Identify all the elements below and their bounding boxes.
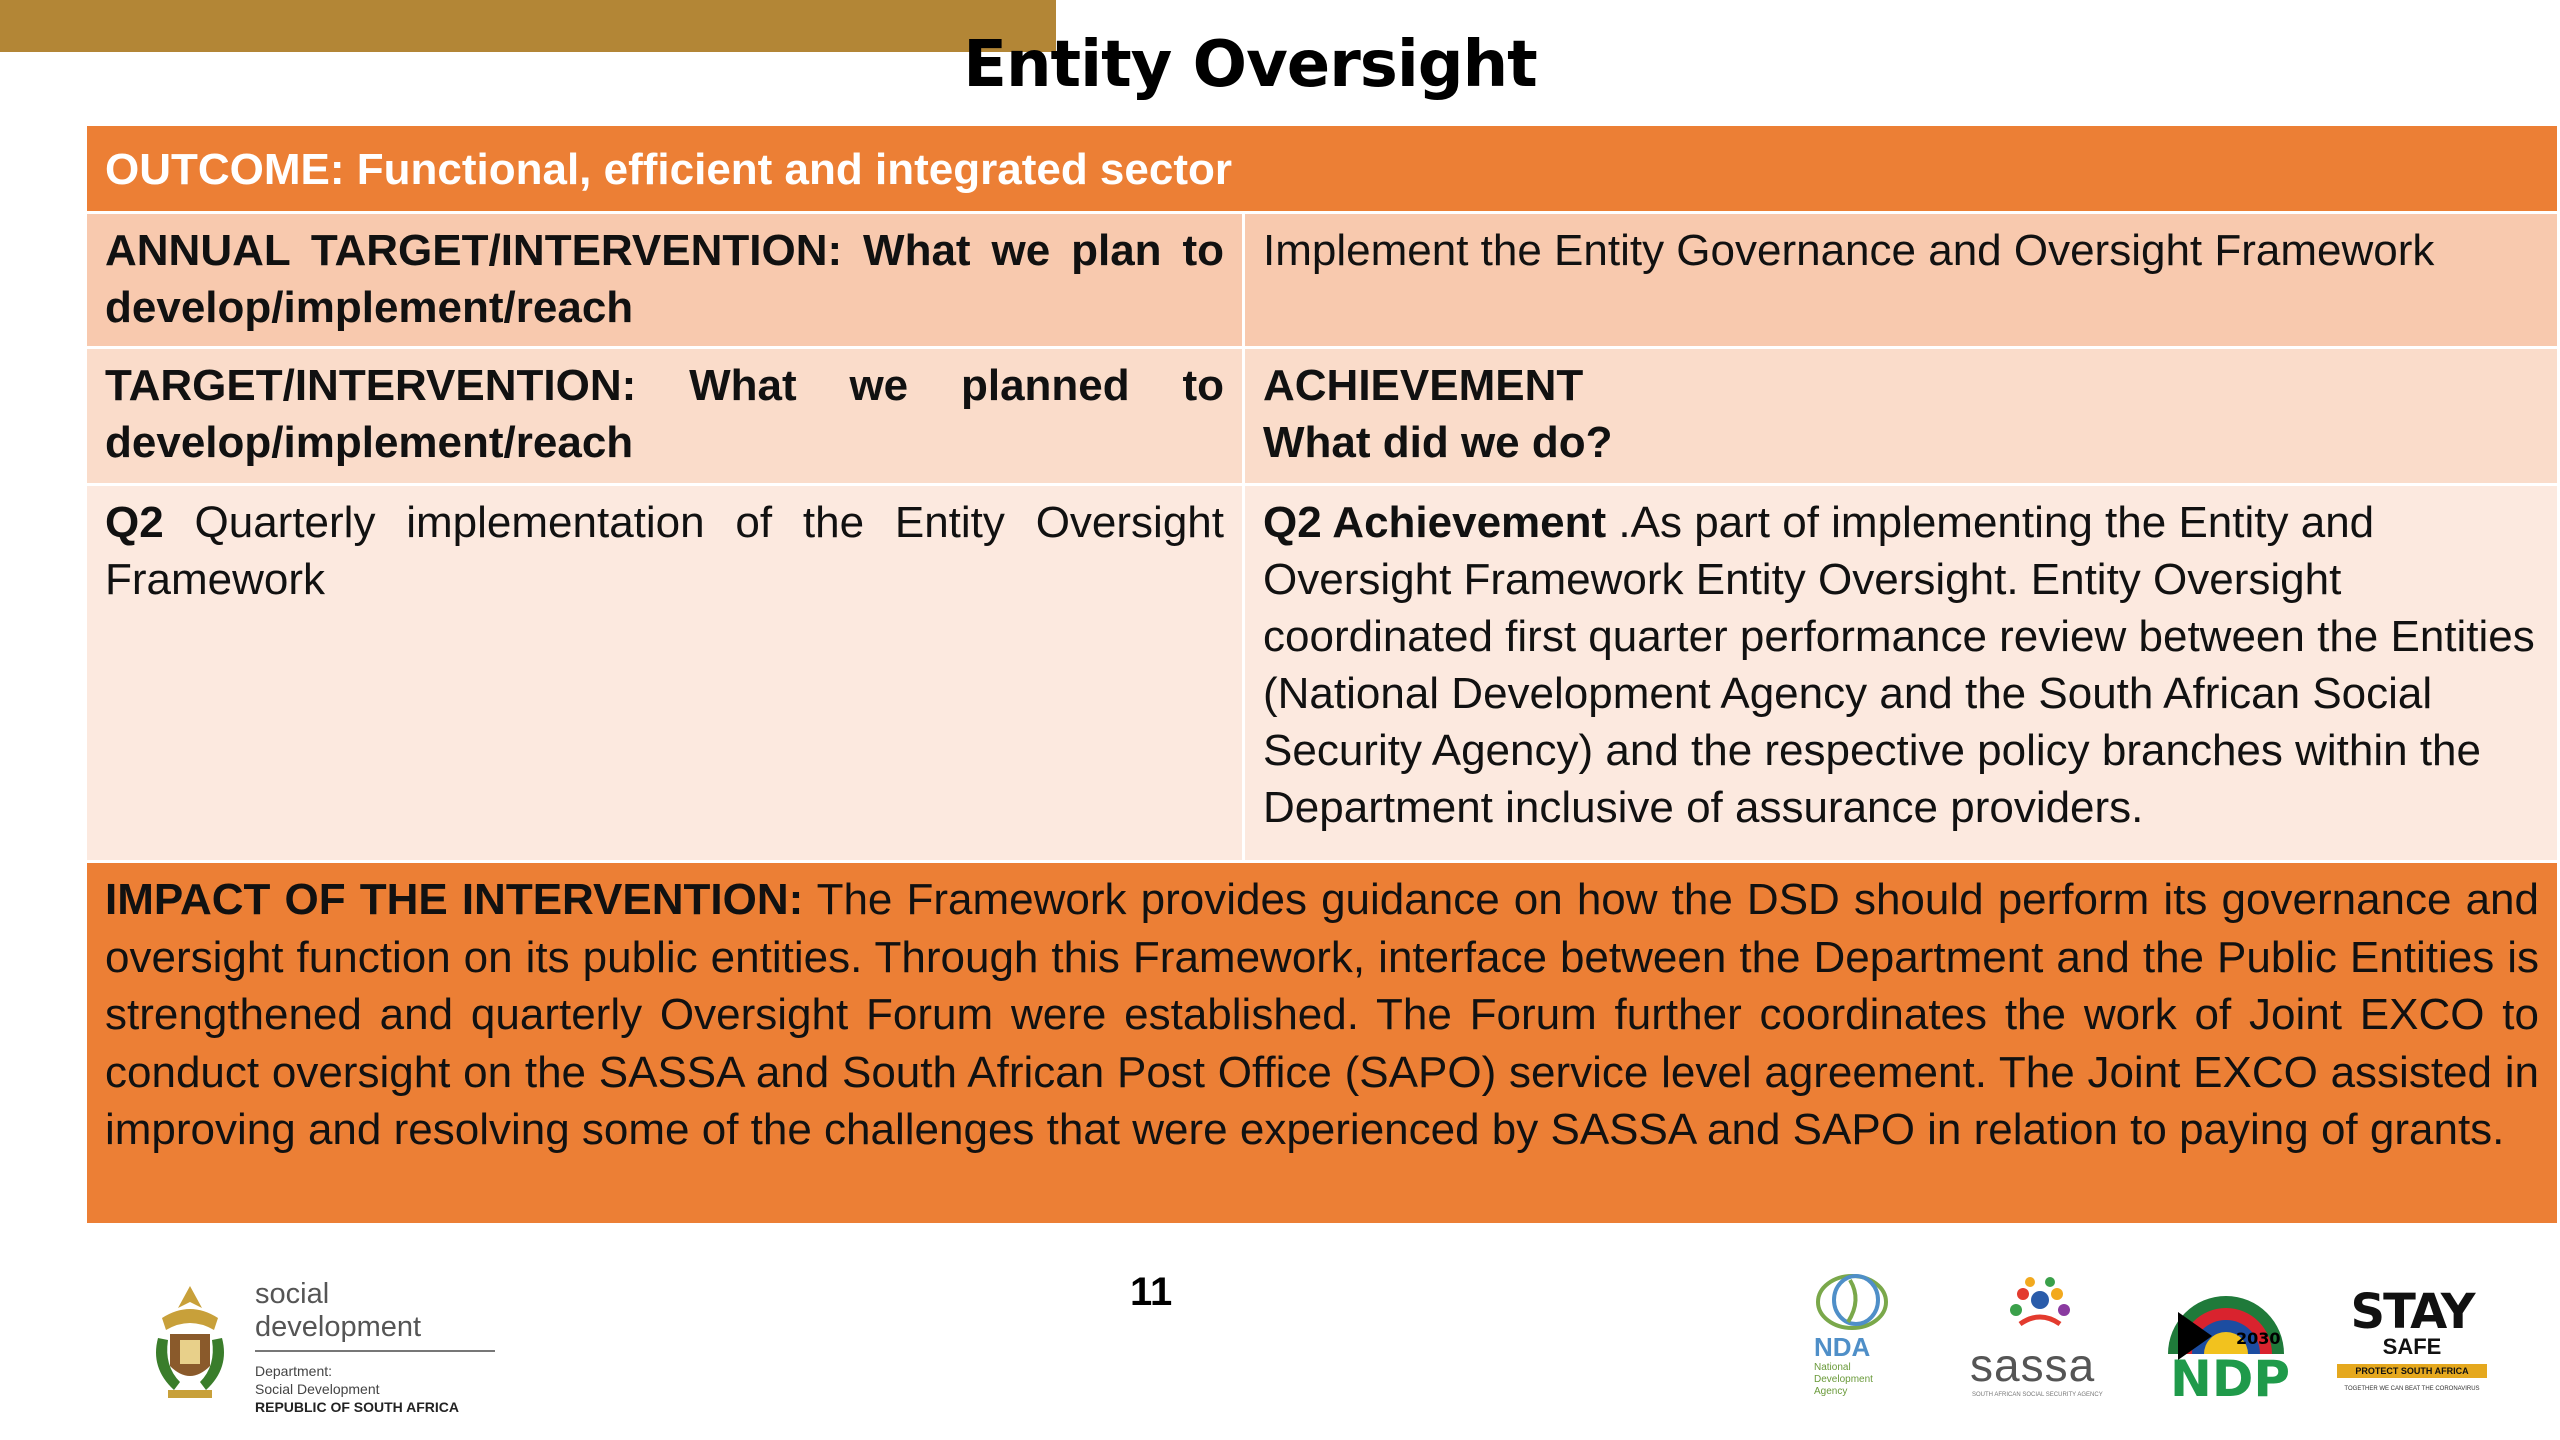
- dsd-text: [255, 1278, 495, 1416]
- q2-achievement-bold: Q2 Achievement: [1263, 498, 1607, 547]
- nda-subtext: National Development Agency: [1814, 1362, 1873, 1397]
- dsd-name: social development: [255, 1278, 495, 1352]
- q2-achievement-cell: [1245, 486, 2557, 860]
- stay-label: STAY: [2350, 1284, 2474, 1340]
- q2-target-bold: Q2: [105, 498, 164, 547]
- dsd-logo: [140, 1278, 520, 1415]
- footer-logos: [0, 1270, 2560, 1440]
- ndp-emblem-icon: [2160, 1274, 2292, 1404]
- impact-text: The Framework provides guidance on how the DSD should perform its governance and oversight function on its public entities. Through this Framework, interface between the Department and the Public Entities is strengthened and quarterly Oversight Forum were established. The Forum further coordinates the work of Joint EXCO to conduct oversight on the SASSA and South African Post Office (SAPO) service level agreement. The Joint EXCO assisted in improving and resolving some of the challenges that were experienced by SASSA and SAPO in relation to paying of grants.: [105, 875, 2540, 1154]
- sassa-subtext: SOUTH AFRICAN SOCIAL SECURITY AGENCY: [1972, 1392, 2103, 1398]
- achievement-header: [1245, 349, 2557, 483]
- dsd-line-1: Department:: [255, 1363, 333, 1379]
- impact-block: [87, 863, 2557, 1223]
- achievement-question: What did we do?: [1263, 418, 1613, 467]
- impact-label: IMPACT OF THE INTERVENTION:: [105, 875, 804, 924]
- stay-ribbon: PROTECT SOUTH AFRICA: [2337, 1364, 2487, 1378]
- page-number: 11: [1130, 1270, 1173, 1314]
- dsd-line-3: REPUBLIC OF SOUTH AFRICA: [255, 1399, 460, 1415]
- dsd-subtext: [255, 1362, 495, 1416]
- nda-logo: [1800, 1270, 1910, 1420]
- stay-safe-logo: [2322, 1270, 2502, 1420]
- sassa-logo: [1960, 1270, 2120, 1420]
- target-header-label: TARGET/INTERVENTION: What we planned to develop/implement/reach: [87, 349, 1245, 483]
- q2-target-cell: [87, 486, 1245, 860]
- nda-label: NDA: [1814, 1332, 1871, 1362]
- annual-target-row: [87, 214, 2557, 349]
- sassa-figure-icon: [1990, 1270, 2090, 1340]
- annual-target-label: ANNUAL TARGET/INTERVENTION: What we plan to develop/implement/reach: [87, 214, 1245, 346]
- coat-of-arms-icon: [140, 1278, 240, 1408]
- report-table: [87, 126, 2557, 1223]
- annual-target-value: Implement the Entity Governance and Oversight Framework: [1245, 214, 2557, 346]
- dsd-line-2: Social Development: [255, 1381, 380, 1397]
- outcome-banner: OUTCOME: Functional, efficient and integrated sector: [87, 126, 2557, 214]
- safe-label: SAFE: [2382, 1334, 2442, 1359]
- q2-achievement-text: .As part of implementing the Entity and Oversight Framework Entity Oversight. Entity Oversight coordinated first quarter performance review between the Entities (National Development Agency and the South African Social Security Agency) and the respective policy branches within the Department inclusive of assurance providers.: [1263, 498, 2535, 832]
- ndp-label: NDP: [2170, 1350, 2290, 1404]
- page-title: Entity Oversight: [963, 28, 1537, 102]
- achievement-title: ACHIEVEMENT: [1263, 361, 1584, 410]
- q2-target-text: Quarterly implementation of the Entity Oversight Framework: [105, 498, 1224, 604]
- target-header-row: [87, 349, 2557, 486]
- ndp-logo: [2160, 1274, 2292, 1414]
- nda-swirl-icon: [1810, 1270, 1900, 1330]
- ndp-year: 2030: [2236, 1329, 2281, 1348]
- sassa-label: sassa: [1970, 1339, 2096, 1391]
- stay-tagline: TOGETHER WE CAN BEAT THE CORONAVIRUS: [2344, 1386, 2480, 1392]
- q2-row: [87, 486, 2557, 863]
